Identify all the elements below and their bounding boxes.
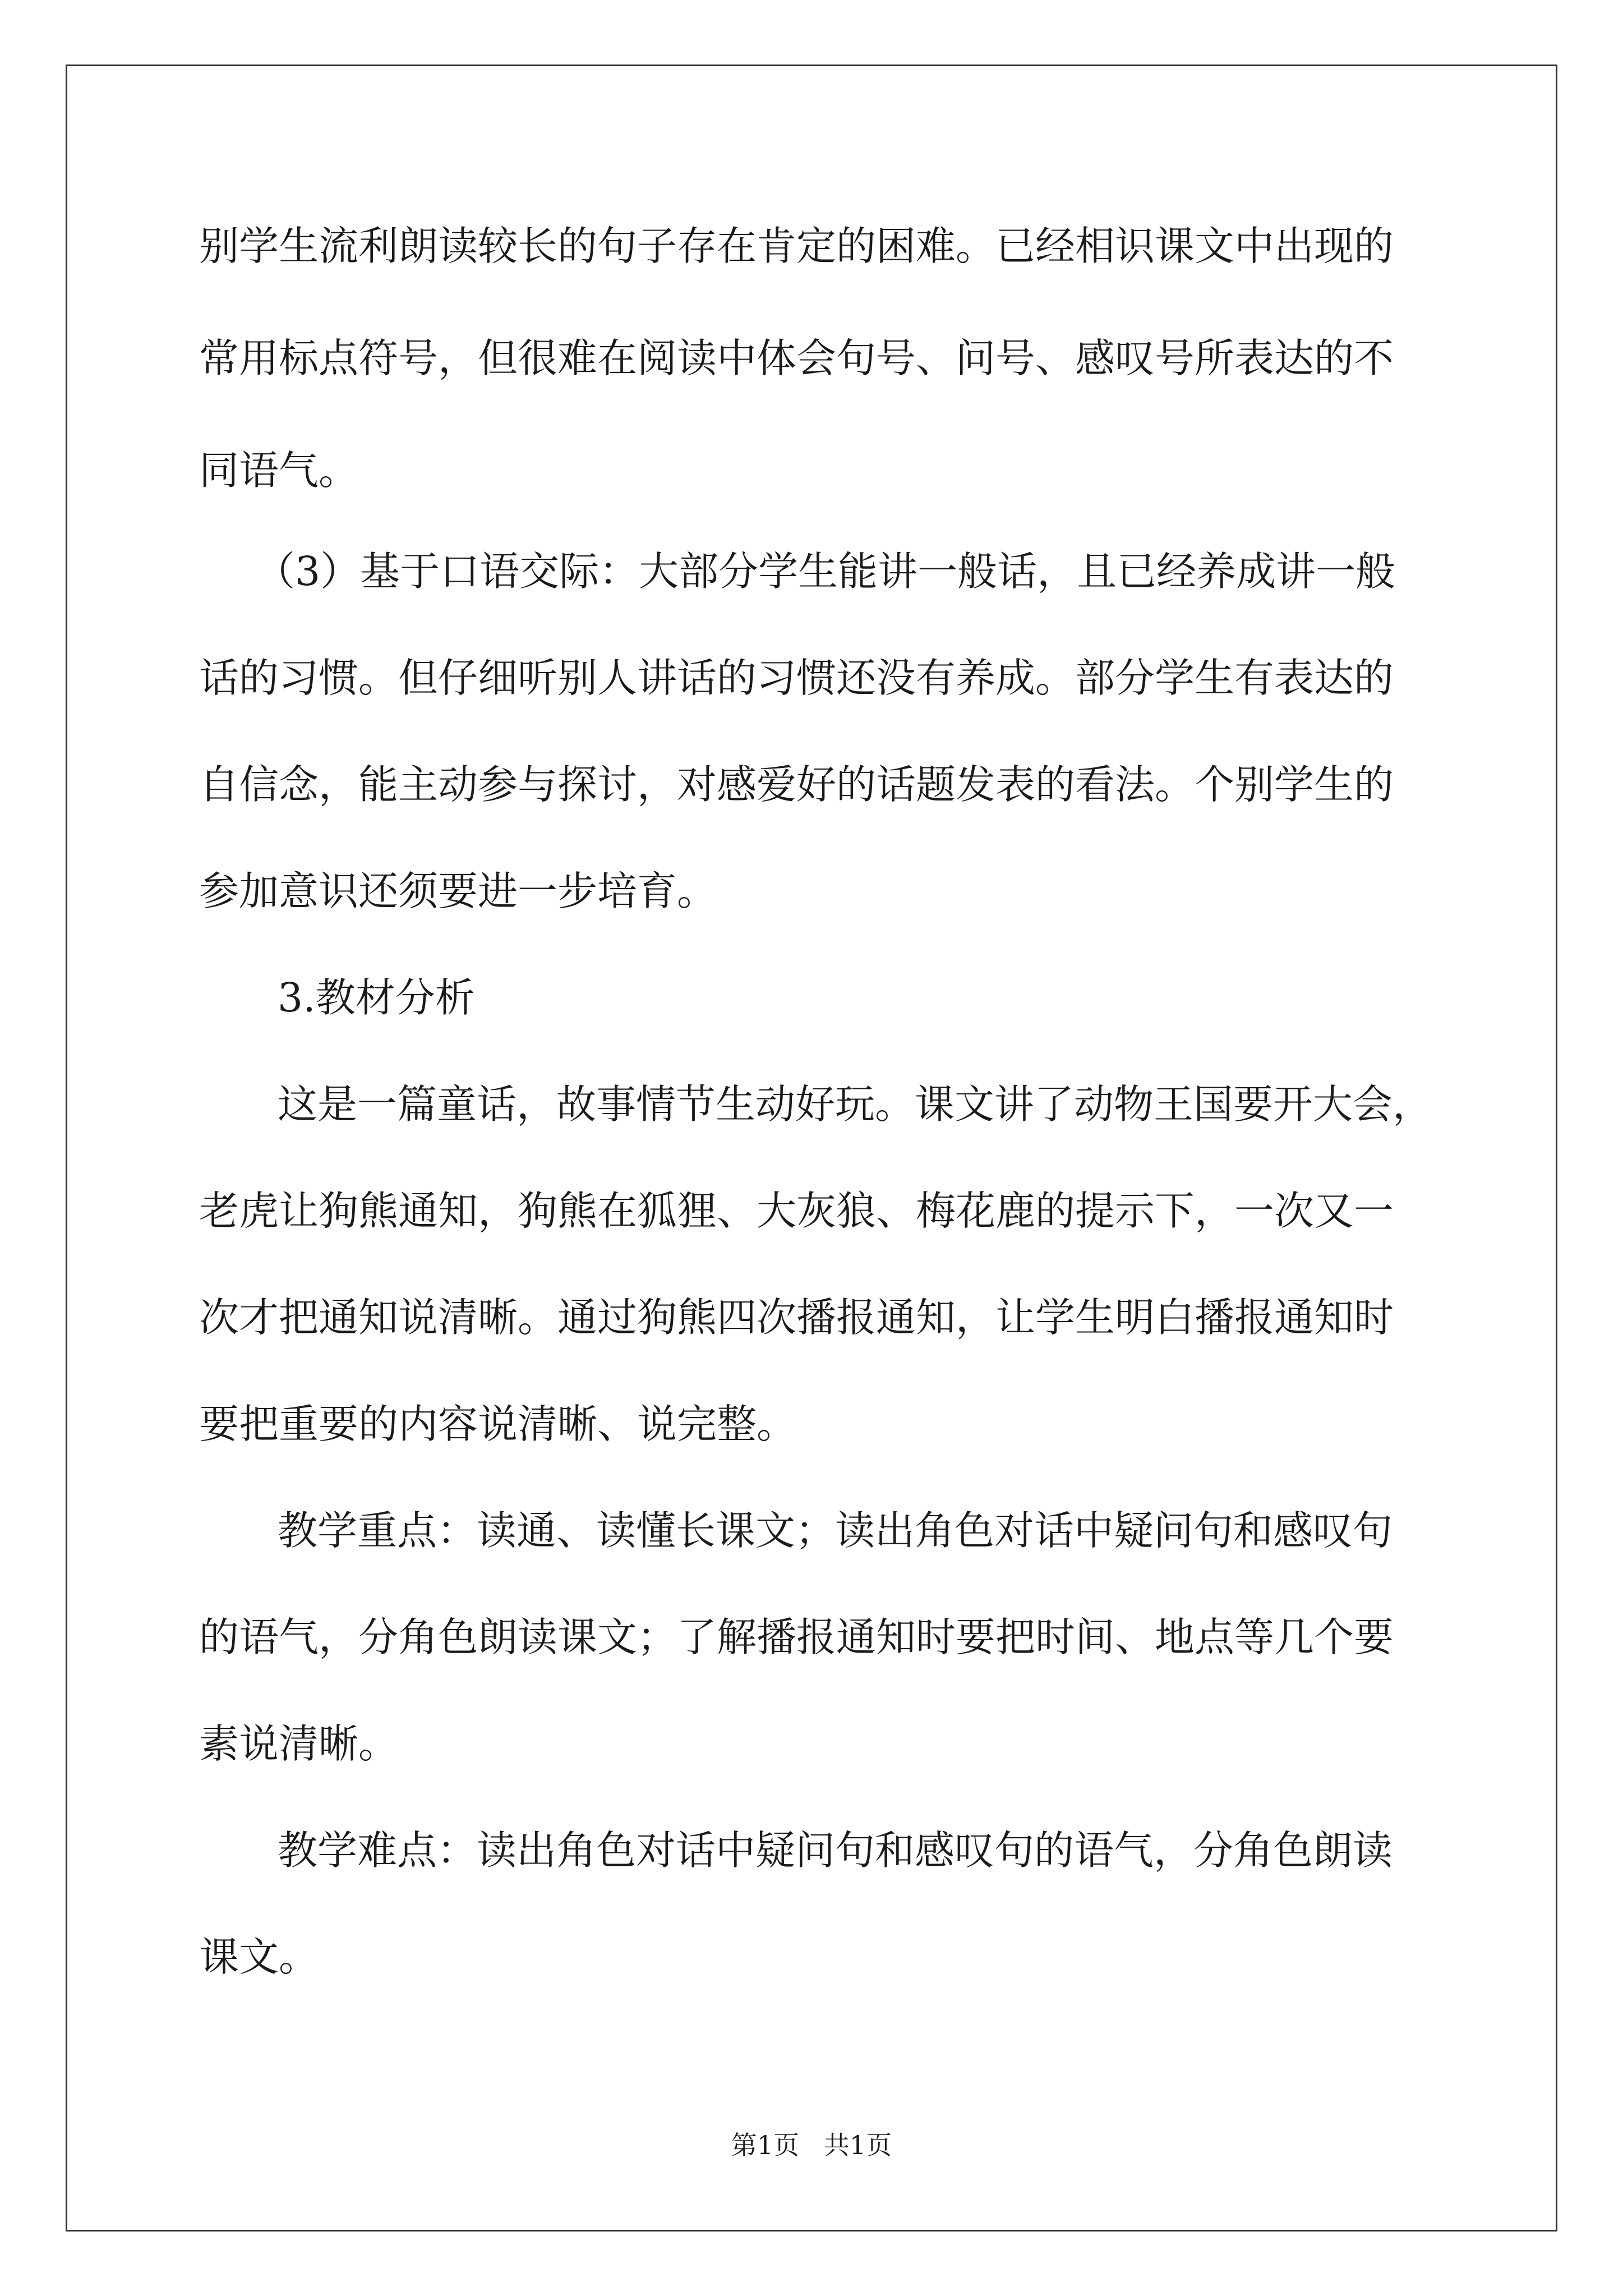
- text-line: 素说清晰。: [199, 1720, 399, 1767]
- text-line: 的语气，分角色朗读课文；了解播报通知时要把时间、地点等几个要: [199, 1614, 1394, 1660]
- text-line: 同语气。: [199, 447, 359, 494]
- text-line: 课文。: [199, 1934, 319, 1980]
- text-line: （3）基于口语交际：大部分学生能讲一般话，且已经养成讲一般: [255, 548, 1396, 595]
- text-line: 次才把通知说清晰。通过狗熊四次播报通知，让学生明白播报通知时: [199, 1294, 1394, 1341]
- page-border: [66, 65, 1557, 2231]
- text-line: 常用标点符号，但很难在阅读中体会句号、问号、感叹号所表达的不: [199, 335, 1394, 381]
- text-line: 这是一篇童话，故事情节生动好玩。课文讲了动物王国要开大会，: [278, 1081, 1433, 1128]
- page-footer: 第1页 共1页: [731, 2130, 892, 2160]
- text-line: 要把重要的内容说清晰、说完整。: [199, 1401, 797, 1447]
- text-line: 自信念，能主动参与探讨，对感爱好的话题发表的看法。个别学生的: [199, 761, 1394, 808]
- text-line: 别学生流利朗读较长的句子存在肯定的困难。已经相识课文中出现的: [199, 223, 1394, 269]
- text-line: 参加意识还须要进一步培育。: [199, 868, 717, 914]
- section-heading: 3.教材分析: [278, 974, 475, 1021]
- text-line: 教学难点：读出角色对话中疑问句和感叹句的语气，分角色朗读: [278, 1827, 1393, 1874]
- text-line: 话的习惯。但仔细听别人讲话的习惯还没有养成。部分学生有表达的: [199, 655, 1394, 701]
- text-line: 教学重点：读通、读懂长课文；读出角色对话中疑问句和感叹句: [278, 1507, 1393, 1554]
- text-line: 老虎让狗熊通知，狗熊在狐狸、大灰狼、梅花鹿的提示下，一次又一: [199, 1188, 1394, 1234]
